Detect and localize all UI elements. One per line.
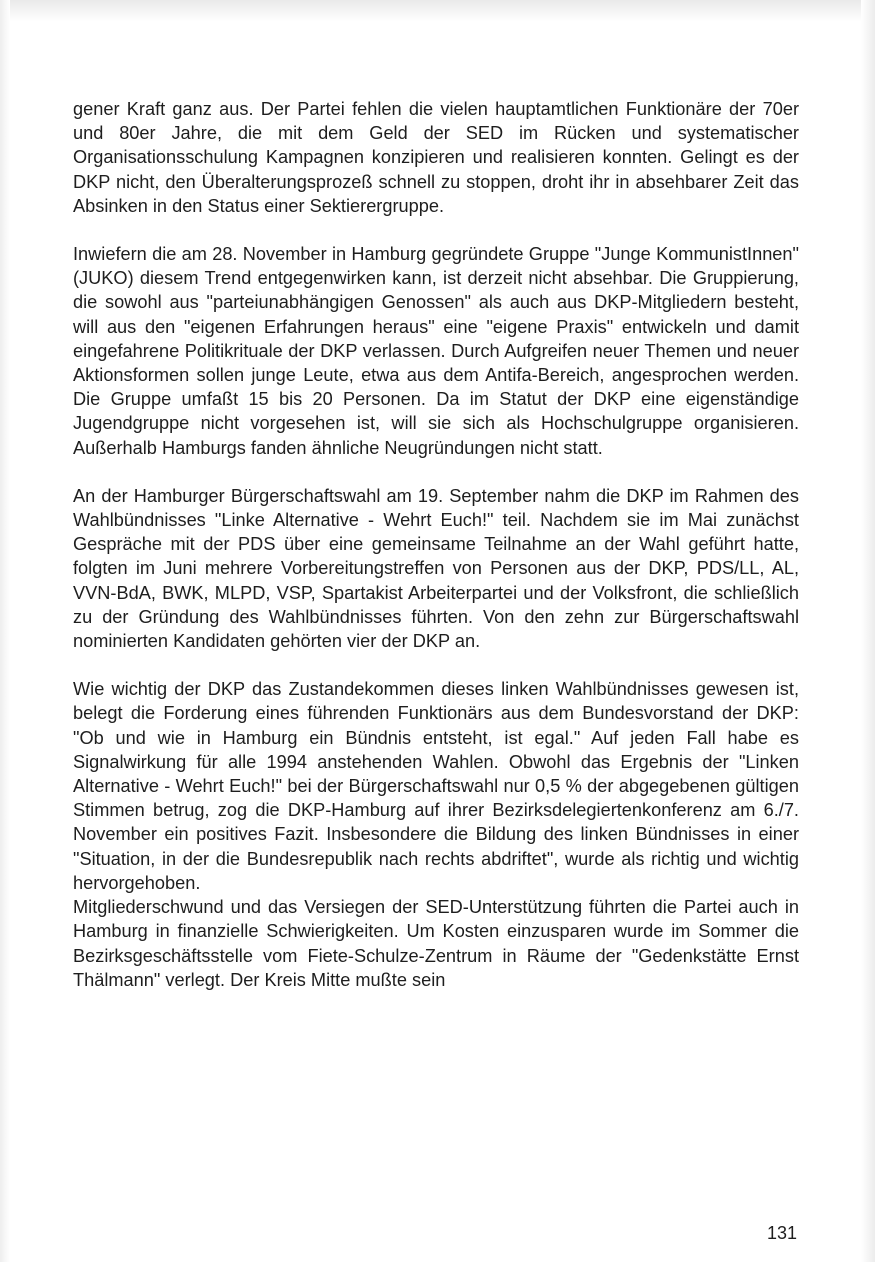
- paragraph-2: Inwiefern die am 28. November in Hamburg gegründete Gruppe "Junge KommunistInnen" (JUKO) diesem Trend entgegenwirken kann, ist derzeit nicht absehbar. Die Gruppierung, die sowohl aus "parteiunabhängigen Genossen" als auch aus DKP-Mitgliedern besteht, will aus den "eigenen Erfahrungen heraus" eine "eigene Praxis" entwickeln und damit eingefahrene Politikrituale der DKP verlassen. Durch Aufgreifen neuer Themen und neuer Aktionsformen sollen junge Leute, etwa aus dem Antifa-Bereich, angesprochen werden. Die Gruppe umfaßt 15 bis 20 Personen. Da im Statut der DKP eine eigenständige Jugendgruppe nicht vorgesehen ist, will sie sich als Hochschulgruppe organisieren. Außerhalb Hamburgs fanden ähnliche Neugründungen nicht statt.: [73, 244, 799, 458]
- scan-shadow-top: [0, 0, 875, 22]
- paragraph-1: gener Kraft ganz aus. Der Partei fehlen die vielen hauptamtlichen Funktionäre der 70er und 80er Jahre, die mit dem Geld der SED im Rücken und systematischer Organisationsschulung Kampagnen konzipieren und realisieren konnten. Gelingt es der DKP nicht, den Überalterungsprozeß schnell zu stoppen, droht ihr in absehbarer Zeit das Absinken in den Status einer Sektierergruppe.: [73, 99, 799, 216]
- scan-shadow-right: [861, 0, 875, 1262]
- scan-shadow-left: [0, 0, 10, 1262]
- paragraph-5: Mitgliederschwund und das Versiegen der SED-Unterstützung führten die Partei auch in Hamburg in finanzielle Schwierigkeiten. Um Kosten einzusparen wurde im Sommer die Bezirksgeschäftsstelle vom Fiete-Schulze-Zentrum in Räume der "Gedenkstätte Ernst Thälmann" verlegt. Der Kreis Mitte mußte sein: [73, 897, 799, 990]
- paragraph-3: An der Hamburger Bürgerschaftswahl am 19. September nahm die DKP im Rahmen des Wahlbündnisses "Linke Alternative - Wehrt Euch!" teil. Nachdem sie im Mai zunächst Gespräche mit der PDS über eine gemeinsame Teilnahme an der Wahl geführt hatte, folgten im Juni mehrere Vorbereitungstreffen von Personen aus der DKP, PDS/LL, AL, VVN-BdA, BWK, MLPD, VSP, Spartakist Arbeiterpartei und der Volksfront, die schließlich zu der Gründung des Wahlbündnisses führten. Von den zehn zur Bürgerschaftswahl nominierten Kandidaten gehörten vier der DKP an.: [73, 485, 799, 652]
- page-number: 131: [766, 1223, 797, 1243]
- paragraph-4: Wie wichtig der DKP das Zustandekommen dieses linken Wahlbündnisses gewesen ist, belegt die Forderung eines führenden Funktionärs aus dem Bundesvorstand der DKP: "Ob und wie in Hamburg ein Bündnis entsteht, ist egal." Auf jeden Fall habe es Signalwirkung für alle 1994 anstehenden Wahlen. Obwohl das Ergebnis der "Linken Alternative - Wehrt Euch!" bei der Bürgerschaftswahl nur 0,5 % der abgegebenen gültigen Stimmen betrug, zog die DKP-Hamburg auf ihrer Bezirksdelegiertenkonferenz am 6./7. November ein positives Fazit. Insbesondere die Bildung des linken Bündnisses in einer "Situation, in der die Bundesrepublik nach rechts abdriftet", wurde als richtig und wichtig hervorgehoben.: [73, 679, 799, 893]
- document-page: [73, 97, 799, 992]
